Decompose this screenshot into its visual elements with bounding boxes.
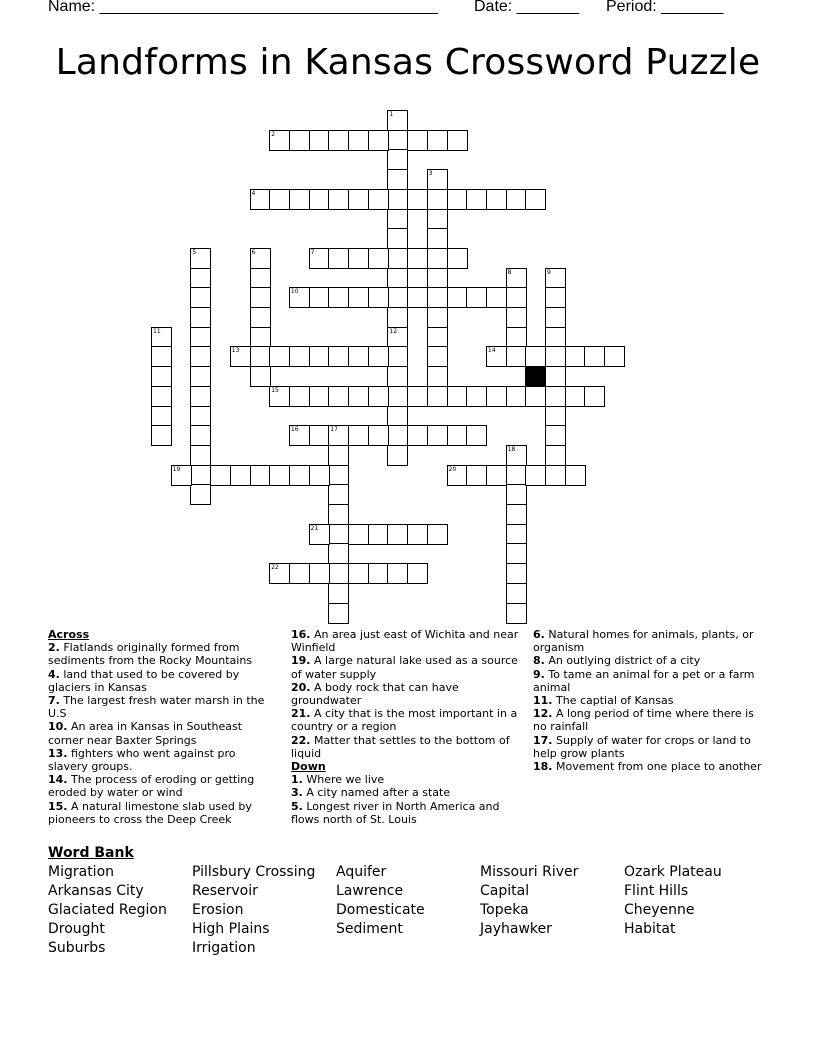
across-clue: 4. land that used to be covered by glaciers in Kansas bbox=[48, 667, 240, 694]
down-clue: 8. An outlying district of a city bbox=[533, 654, 701, 668]
down-clue: 12. A long period of time where there is no rainfall bbox=[533, 707, 754, 734]
clue-number: 15 bbox=[271, 386, 279, 394]
crossword-cell[interactable] bbox=[387, 524, 408, 545]
crossword-cell[interactable] bbox=[447, 130, 468, 151]
clue-number-label: 1. bbox=[291, 773, 303, 787]
crossword-cell[interactable] bbox=[328, 425, 349, 446]
crossword-cell[interactable] bbox=[427, 386, 448, 407]
crossword-cell[interactable] bbox=[250, 366, 271, 387]
crossword-cell[interactable] bbox=[250, 465, 271, 486]
crossword-cell[interactable] bbox=[289, 425, 310, 446]
clue-number-label: 21. bbox=[291, 707, 311, 721]
crossword-cell[interactable] bbox=[407, 130, 428, 151]
crossword-cell[interactable] bbox=[348, 287, 369, 308]
clue-number: 16 bbox=[290, 426, 299, 434]
crossword-cell[interactable] bbox=[387, 307, 408, 328]
crossword-cell[interactable] bbox=[427, 169, 448, 190]
crossword-cell[interactable] bbox=[309, 465, 330, 486]
crossword-cell[interactable] bbox=[387, 149, 408, 170]
clue-number: 6 bbox=[251, 248, 256, 256]
crossword-cell[interactable] bbox=[427, 248, 448, 269]
clue-number-label: 17. bbox=[533, 733, 553, 747]
crossword-cell[interactable] bbox=[584, 346, 605, 367]
crossword-cell[interactable] bbox=[407, 386, 428, 407]
down-clue: 5. Longest river in North America and flows north of St. Louis bbox=[291, 799, 500, 826]
crossword-cell[interactable] bbox=[387, 130, 408, 151]
crossword-cell[interactable] bbox=[447, 386, 468, 407]
down-heading: Down bbox=[291, 760, 326, 774]
crossword-cell[interactable] bbox=[387, 327, 408, 348]
crossword-cell[interactable] bbox=[407, 287, 428, 308]
clue-number-label: 22. bbox=[291, 733, 311, 747]
crossword-cell[interactable] bbox=[328, 524, 349, 545]
crossword-cell[interactable] bbox=[250, 287, 271, 308]
crossword-cell[interactable] bbox=[289, 465, 310, 486]
crossword-cell[interactable] bbox=[506, 346, 527, 367]
clue-number-label: 18. bbox=[533, 760, 553, 774]
crossword-cell[interactable] bbox=[328, 603, 349, 624]
clue-number-label: 9. bbox=[533, 667, 545, 681]
word-bank-item: Pillsbury Crossing bbox=[192, 864, 316, 880]
crossword-cell[interactable] bbox=[545, 465, 566, 486]
crossword-cell[interactable] bbox=[328, 465, 349, 486]
clue-number-label: 11. bbox=[533, 694, 553, 708]
across-clue: 21. A city that is the most important in a country or a region bbox=[291, 707, 518, 734]
crossword-cell[interactable] bbox=[368, 287, 389, 308]
word-bank-item: Habitat bbox=[624, 921, 676, 937]
word-bank bbox=[48, 864, 768, 959]
crossword-cell[interactable] bbox=[348, 130, 369, 151]
crossword-cell[interactable] bbox=[230, 346, 251, 367]
crossword-cell[interactable] bbox=[269, 386, 290, 407]
clue-number-label: 2. bbox=[48, 641, 60, 655]
crossword-cell[interactable] bbox=[190, 366, 211, 387]
crossword-cell[interactable] bbox=[525, 386, 546, 407]
crossword-cell[interactable] bbox=[545, 406, 566, 427]
crossword-cell[interactable] bbox=[387, 366, 408, 387]
crossword-cell[interactable] bbox=[545, 445, 566, 466]
across-clue: 22. Matter that settles to the bottom of liquid bbox=[291, 733, 510, 760]
crossword-cell[interactable] bbox=[269, 563, 290, 584]
crossword-cell[interactable] bbox=[269, 130, 290, 151]
crossword-cell[interactable] bbox=[427, 346, 448, 367]
crossword-cell[interactable] bbox=[328, 189, 349, 210]
word-bank-title: Word Bank bbox=[48, 845, 134, 861]
word-bank-item: Cheyenne bbox=[624, 902, 695, 918]
crossword-cell[interactable] bbox=[190, 307, 211, 328]
crossword-cell[interactable] bbox=[584, 386, 605, 407]
crossword-cell[interactable] bbox=[190, 484, 211, 505]
crossword-cell[interactable] bbox=[506, 524, 527, 545]
crossword-cell[interactable] bbox=[328, 484, 349, 505]
word-bank-item: Jayhawker bbox=[480, 921, 552, 937]
clues-column-1 bbox=[48, 628, 278, 826]
clue-number: 13 bbox=[231, 347, 240, 355]
clue-number-label: 4. bbox=[48, 667, 60, 681]
across-clue: 2. Flatlands originally formed from sediments from the Rocky Mountains bbox=[48, 641, 253, 668]
crossword-cell[interactable] bbox=[190, 465, 211, 486]
name-field[interactable]: Name: ______________________________________ bbox=[48, 0, 438, 15]
date-field[interactable]: Date: _______ bbox=[474, 0, 579, 15]
word-bank-item: Missouri River bbox=[480, 864, 579, 880]
crossword-cell[interactable] bbox=[368, 524, 389, 545]
crossword-cell[interactable] bbox=[328, 445, 349, 466]
crossword-cell[interactable] bbox=[250, 268, 271, 289]
across-clue: 7. The largest fresh water marsh in the U.S bbox=[48, 694, 265, 721]
crossword-cell[interactable] bbox=[427, 425, 448, 446]
crossword-cell[interactable] bbox=[506, 386, 527, 407]
crossword-cell[interactable] bbox=[348, 386, 369, 407]
word-bank-item: Lawrence bbox=[336, 883, 404, 899]
crossword-cell[interactable] bbox=[427, 228, 448, 249]
period-field[interactable]: Period: _______ bbox=[606, 0, 724, 15]
crossword-cell[interactable] bbox=[309, 189, 330, 210]
clue-number-label: 10. bbox=[48, 720, 68, 734]
down-clue: 1. Where we live bbox=[291, 773, 385, 787]
clue-number-label: 7. bbox=[48, 694, 60, 708]
crossword-cell[interactable] bbox=[427, 189, 448, 210]
crossword-cell[interactable] bbox=[506, 504, 527, 525]
crossword-cell[interactable] bbox=[427, 366, 448, 387]
crossword-cell[interactable] bbox=[368, 189, 389, 210]
clue-number-label: 12. bbox=[533, 707, 553, 721]
crossword-cell[interactable] bbox=[151, 327, 172, 348]
word-bank-item: Irrigation bbox=[192, 940, 256, 956]
page-title: Landforms in Kansas Crossword Puzzle bbox=[55, 42, 761, 83]
clue-number: 7 bbox=[310, 248, 315, 256]
clue-number: 21 bbox=[310, 524, 319, 532]
word-bank-item: Flint Hills bbox=[624, 883, 689, 899]
clue-number: 4 bbox=[251, 189, 256, 197]
crossword-cell[interactable] bbox=[427, 209, 448, 230]
crossword-cell[interactable] bbox=[447, 287, 468, 308]
clue-number-label: 19. bbox=[291, 654, 311, 668]
crossword-cell[interactable] bbox=[348, 189, 369, 210]
crossword-cell[interactable] bbox=[506, 445, 527, 466]
crossword-cell[interactable] bbox=[427, 327, 448, 348]
clue-number-label: 15. bbox=[48, 799, 68, 813]
clue-number-label: 14. bbox=[48, 773, 68, 787]
clue-number: 20 bbox=[448, 465, 457, 473]
crossword-cell[interactable] bbox=[289, 189, 310, 210]
clue-number: 17 bbox=[330, 426, 338, 434]
crossword-cell[interactable] bbox=[250, 248, 271, 269]
crossword-cell[interactable] bbox=[328, 504, 349, 525]
crossword-cell[interactable] bbox=[328, 287, 349, 308]
down-clue: 3. A city named after a state bbox=[291, 786, 451, 800]
clue-number: 19 bbox=[172, 465, 181, 473]
down-clue: 18. Movement from one place to another bbox=[533, 760, 762, 774]
crossword-cell[interactable] bbox=[427, 268, 448, 289]
clue-number: 22 bbox=[271, 564, 279, 572]
clue-number-label: 5. bbox=[291, 799, 303, 813]
crossword-cell[interactable] bbox=[309, 287, 330, 308]
crossword-cell[interactable] bbox=[328, 563, 349, 584]
crossword-cell[interactable] bbox=[387, 268, 408, 289]
word-bank-item: Topeka bbox=[480, 902, 529, 918]
crossword-cell[interactable] bbox=[506, 307, 527, 328]
crossword-cell[interactable] bbox=[328, 543, 349, 564]
crossword-cell[interactable] bbox=[545, 307, 566, 328]
crossword-cell[interactable] bbox=[486, 189, 507, 210]
across-clue: 19. A large natural lake used as a source of water supply bbox=[291, 654, 518, 681]
crossword-cell[interactable] bbox=[545, 386, 566, 407]
crossword-cell[interactable] bbox=[230, 465, 251, 486]
crossword-cell[interactable] bbox=[269, 346, 290, 367]
crossword-cell[interactable] bbox=[348, 248, 369, 269]
crossword-cell[interactable] bbox=[368, 386, 389, 407]
crossword-cell[interactable] bbox=[387, 563, 408, 584]
crossword-cell[interactable] bbox=[387, 406, 408, 427]
crossword-cell[interactable] bbox=[368, 248, 389, 269]
across-clue: 16. An area just east of Wichita and near Winfield bbox=[291, 628, 519, 655]
word-bank-item: Erosion bbox=[192, 902, 244, 918]
crossword-cell[interactable] bbox=[328, 130, 349, 151]
crossword-cell[interactable] bbox=[486, 465, 507, 486]
clue-number-label: 13. bbox=[48, 746, 68, 760]
crossword-cell[interactable] bbox=[368, 346, 389, 367]
word-bank-item: Glaciated Region bbox=[48, 902, 167, 918]
crossword-cell[interactable] bbox=[407, 524, 428, 545]
crossword-cell[interactable] bbox=[466, 425, 487, 446]
clue-number: 1 bbox=[389, 111, 394, 118]
crossword-cell[interactable] bbox=[387, 346, 408, 367]
down-clue: 9. To tame an animal for a pet or a farm animal bbox=[533, 667, 755, 694]
crossword-cell[interactable] bbox=[387, 248, 408, 269]
down-clue: 6. Natural homes for animals, plants, or organism bbox=[533, 628, 754, 655]
crossword-cell[interactable] bbox=[486, 346, 507, 367]
crossword-cell[interactable] bbox=[309, 425, 330, 446]
crossword-cell[interactable] bbox=[348, 346, 369, 367]
crossword-cell[interactable] bbox=[387, 189, 408, 210]
crossword-cell[interactable] bbox=[250, 346, 271, 367]
word-bank-item: Migration bbox=[48, 864, 115, 880]
clue-number-label: 6. bbox=[533, 628, 545, 641]
crossword-cell[interactable] bbox=[387, 169, 408, 190]
crossword-cell[interactable] bbox=[171, 465, 192, 486]
crossword-cell[interactable] bbox=[427, 307, 448, 328]
crossword-cell[interactable] bbox=[545, 425, 566, 446]
crossword-cell[interactable] bbox=[407, 563, 428, 584]
crossword-cell[interactable] bbox=[151, 366, 172, 387]
crossword-cell[interactable] bbox=[506, 603, 527, 624]
crossword-cell[interactable] bbox=[466, 386, 487, 407]
word-bank-item: Drought bbox=[48, 921, 105, 937]
across-clue: 14. The process of eroding or getting eroded by water or wind bbox=[48, 773, 255, 800]
clue-number: 12 bbox=[389, 327, 398, 335]
word-bank-item: Domesticate bbox=[336, 902, 425, 918]
crossword-cell[interactable] bbox=[309, 346, 330, 367]
crossword-cell[interactable] bbox=[565, 465, 586, 486]
crossword-cell[interactable] bbox=[506, 189, 527, 210]
clues-column-2 bbox=[291, 628, 521, 826]
crossword-cell[interactable] bbox=[348, 524, 369, 545]
crossword-cell[interactable] bbox=[328, 386, 349, 407]
word-bank-item: Aquifer bbox=[336, 864, 387, 880]
crossword-cell[interactable] bbox=[190, 248, 211, 269]
crossword-cell[interactable] bbox=[250, 307, 271, 328]
crossword-cell[interactable] bbox=[328, 346, 349, 367]
crossword-cell[interactable] bbox=[309, 563, 330, 584]
across-clue: 15. A natural limestone slab used by pioneers to cross the Deep Creek bbox=[48, 799, 252, 826]
crossword-cell[interactable] bbox=[269, 465, 290, 486]
crossword-cell[interactable] bbox=[466, 465, 487, 486]
crossword-cell[interactable] bbox=[387, 425, 408, 446]
crossword-cell[interactable] bbox=[525, 346, 546, 367]
crossword-cell[interactable] bbox=[250, 327, 271, 348]
crossword-cell[interactable] bbox=[545, 268, 566, 289]
crossword-cell[interactable] bbox=[210, 465, 231, 486]
crossword-cell[interactable] bbox=[190, 346, 211, 367]
crossword-cell[interactable] bbox=[545, 287, 566, 308]
crossword-cell[interactable] bbox=[151, 406, 172, 427]
crossword-cell[interactable] bbox=[447, 189, 468, 210]
crossword-black-cell bbox=[525, 366, 546, 387]
crossword-cell[interactable] bbox=[506, 484, 527, 505]
crossword-cell[interactable] bbox=[348, 563, 369, 584]
crossword-cell[interactable] bbox=[604, 346, 625, 367]
crossword-cell[interactable] bbox=[368, 563, 389, 584]
crossword-cell[interactable] bbox=[545, 366, 566, 387]
down-clue: 17. Supply of water for crops or land to help grow plants bbox=[533, 733, 751, 760]
word-bank-item: Capital bbox=[480, 883, 530, 899]
crossword-cell[interactable] bbox=[190, 327, 211, 348]
across-clue: 10. An area in Kansas in Southeast corner near Baxter Springs bbox=[48, 720, 243, 747]
crossword-cell[interactable] bbox=[447, 465, 468, 486]
crossword-cell[interactable] bbox=[151, 346, 172, 367]
crossword-cell[interactable] bbox=[309, 130, 330, 151]
word-bank-item: Ozark Plateau bbox=[624, 864, 722, 880]
crossword-cell[interactable] bbox=[407, 425, 428, 446]
crossword-cell[interactable] bbox=[565, 386, 586, 407]
crossword-cell[interactable] bbox=[289, 130, 310, 151]
crossword-cell[interactable] bbox=[328, 248, 349, 269]
crossword-cell[interactable] bbox=[387, 209, 408, 230]
crossword-cell[interactable] bbox=[368, 425, 389, 446]
crossword-cell[interactable] bbox=[427, 524, 448, 545]
across-heading: Across bbox=[48, 628, 90, 641]
crossword-cell[interactable] bbox=[407, 189, 428, 210]
crossword-cell[interactable] bbox=[309, 248, 330, 269]
clue-number: 5 bbox=[192, 248, 197, 256]
crossword-cell[interactable] bbox=[309, 386, 330, 407]
crossword-cell[interactable] bbox=[466, 287, 487, 308]
crossword-cell[interactable] bbox=[151, 425, 172, 446]
clues-column-3 bbox=[533, 628, 763, 773]
crossword-cell[interactable] bbox=[190, 268, 211, 289]
word-bank-item: Sediment bbox=[336, 921, 403, 937]
crossword-cell[interactable] bbox=[545, 327, 566, 348]
clue-number: 10 bbox=[290, 288, 299, 296]
crossword-cell[interactable] bbox=[427, 287, 448, 308]
word-bank-item: Suburbs bbox=[48, 940, 106, 956]
crossword-cell[interactable] bbox=[289, 386, 310, 407]
clue-number: 11 bbox=[153, 327, 161, 335]
crossword-cell[interactable] bbox=[387, 445, 408, 466]
student-info-header bbox=[48, 0, 768, 20]
crossword-cell[interactable] bbox=[545, 346, 566, 367]
crossword-cell[interactable] bbox=[309, 524, 330, 545]
clue-number: 2 bbox=[271, 130, 276, 138]
clue-number: 8 bbox=[507, 268, 512, 276]
clue-number-label: 20. bbox=[291, 680, 311, 694]
crossword-cell[interactable] bbox=[565, 346, 586, 367]
crossword-cell[interactable] bbox=[506, 268, 527, 289]
crossword-cell[interactable] bbox=[289, 346, 310, 367]
crossword-cell[interactable] bbox=[289, 563, 310, 584]
crossword-cell[interactable] bbox=[269, 189, 290, 210]
crossword-cell[interactable] bbox=[190, 406, 211, 427]
crossword-cell[interactable] bbox=[486, 287, 507, 308]
crossword-cell[interactable] bbox=[328, 583, 349, 604]
crossword-cell[interactable] bbox=[387, 287, 408, 308]
crossword-cell[interactable] bbox=[387, 386, 408, 407]
crossword-cell[interactable] bbox=[190, 425, 211, 446]
crossword-cell[interactable] bbox=[151, 386, 172, 407]
crossword-cell[interactable] bbox=[525, 465, 546, 486]
crossword-cell[interactable] bbox=[387, 110, 408, 131]
word-bank-item: Reservoir bbox=[192, 883, 258, 899]
clue-number: 3 bbox=[428, 170, 433, 178]
crossword-cell[interactable] bbox=[190, 386, 211, 407]
word-bank-item: Arkansas City bbox=[48, 883, 144, 899]
crossword-cell[interactable] bbox=[506, 563, 527, 584]
clue-number: 18 bbox=[507, 445, 516, 453]
down-clue: 11. The captial of Kansas bbox=[533, 694, 674, 708]
crossword-cell[interactable] bbox=[250, 189, 271, 210]
word-bank-item: High Plains bbox=[192, 921, 270, 937]
across-clue: 20. A body rock that can have groundwater bbox=[291, 680, 459, 708]
crossword-cell[interactable] bbox=[427, 130, 448, 151]
clue-number-label: 16. bbox=[291, 628, 311, 641]
crossword-cell[interactable] bbox=[466, 189, 487, 210]
crossword-cell[interactable] bbox=[368, 130, 389, 151]
crossword-cell[interactable] bbox=[348, 425, 369, 446]
crossword-cell[interactable] bbox=[506, 287, 527, 308]
crossword-cell[interactable] bbox=[506, 543, 527, 564]
clue-number: 14 bbox=[487, 347, 496, 355]
crossword-cell[interactable] bbox=[289, 287, 310, 308]
crossword-cell[interactable] bbox=[190, 445, 211, 466]
across-clue: 13. fighters who went against pro slavery groups. bbox=[48, 746, 236, 774]
clue-number: 9 bbox=[547, 268, 551, 276]
crossword-cell[interactable] bbox=[190, 287, 211, 308]
crossword-cell[interactable] bbox=[486, 386, 507, 407]
crossword-cell[interactable] bbox=[447, 248, 468, 269]
crossword-cell[interactable] bbox=[506, 327, 527, 348]
crossword-cell[interactable] bbox=[506, 583, 527, 604]
crossword-cell[interactable] bbox=[506, 465, 527, 486]
crossword-cell[interactable] bbox=[525, 189, 546, 210]
crossword-cell[interactable] bbox=[407, 248, 428, 269]
crossword-cell[interactable] bbox=[447, 425, 468, 446]
crossword-cell[interactable] bbox=[387, 228, 408, 249]
clue-number-label: 8. bbox=[533, 654, 545, 668]
clue-number-label: 3. bbox=[291, 786, 303, 800]
